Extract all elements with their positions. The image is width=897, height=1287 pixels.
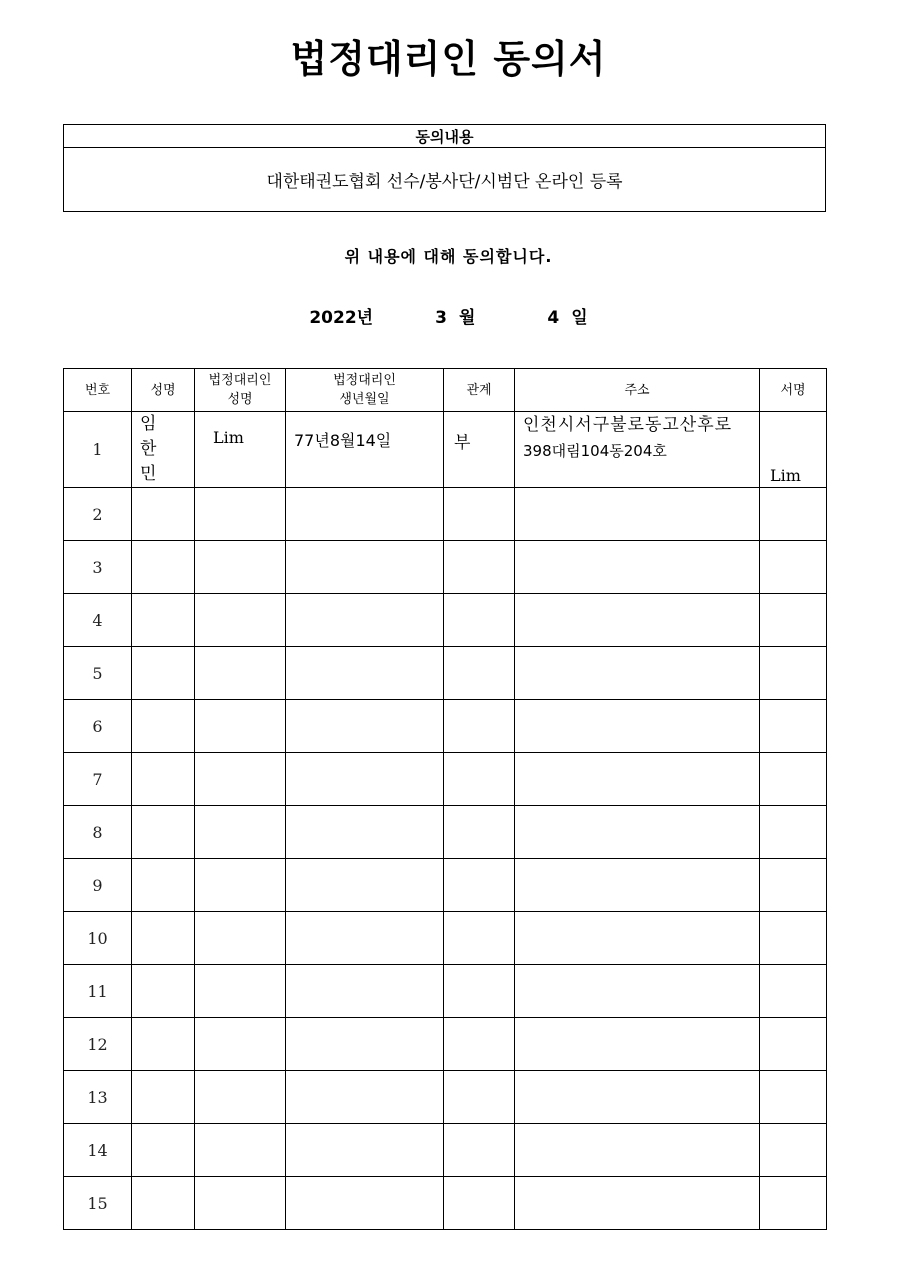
table-row	[64, 488, 827, 541]
name-cell	[132, 594, 195, 647]
table-row	[64, 541, 827, 594]
name-cell	[132, 965, 195, 1018]
guardian-name-cell	[195, 806, 286, 859]
address-cell	[515, 912, 760, 965]
guardian-birth-cell	[286, 753, 444, 806]
name-cell	[132, 912, 195, 965]
guardian-birth-cell	[286, 806, 444, 859]
signature-cell: Lim	[760, 412, 827, 488]
signature-cell	[760, 806, 827, 859]
name-cell	[132, 806, 195, 859]
header-name: 성명	[132, 369, 195, 412]
guardian-birth-cell	[286, 1071, 444, 1124]
signature-cell	[760, 700, 827, 753]
table-row	[64, 1177, 827, 1230]
relation-cell	[444, 859, 515, 912]
consent-date	[0, 303, 897, 328]
signature-cell	[760, 541, 827, 594]
table-row	[64, 594, 827, 647]
name-cell	[132, 488, 195, 541]
guardian-birth-cell: 77년8월14일	[286, 412, 444, 488]
guardian-name-cell	[195, 1018, 286, 1071]
guardian-birth-cell	[286, 541, 444, 594]
address-cell	[515, 488, 760, 541]
address-cell	[515, 1177, 760, 1230]
relation-cell	[444, 488, 515, 541]
signature-cell	[760, 594, 827, 647]
table-row	[64, 806, 827, 859]
relation-cell	[444, 594, 515, 647]
row-number: 8	[64, 806, 132, 859]
relation-cell	[444, 647, 515, 700]
consent-content: 대한태권도협회 선수/봉사단/시범단 온라인 등록	[64, 148, 826, 212]
row-number: 12	[64, 1018, 132, 1071]
name-cell	[132, 1071, 195, 1124]
signature-cell	[760, 1124, 827, 1177]
header-address: 주소	[515, 369, 760, 412]
guardian-name-cell	[195, 965, 286, 1018]
address-cell	[515, 647, 760, 700]
guardian-name-cell: Lim	[195, 412, 286, 488]
table-row	[64, 1018, 827, 1071]
guardian-name-cell	[195, 859, 286, 912]
guardian-birth-cell	[286, 594, 444, 647]
date-month-unit: 월	[458, 308, 476, 328]
guardian-birth-cell	[286, 1124, 444, 1177]
row-number: 2	[64, 488, 132, 541]
relation-cell	[444, 1124, 515, 1177]
guardian-birth-cell	[286, 859, 444, 912]
guardian-birth-cell	[286, 488, 444, 541]
guardian-name-cell	[195, 1071, 286, 1124]
row-number: 5	[64, 647, 132, 700]
header-guardian-birth	[286, 369, 444, 412]
row-number: 7	[64, 753, 132, 806]
header-guardian-name-l2: 성명	[227, 392, 253, 407]
name-line-2: 민	[140, 464, 163, 484]
table-row	[64, 412, 827, 488]
address-cell	[515, 753, 760, 806]
name-cell	[132, 753, 195, 806]
guardian-birth-cell	[286, 1177, 444, 1230]
guardian-name-cell	[195, 594, 286, 647]
date-year-unit: 년	[356, 308, 374, 328]
row-number: 1	[64, 412, 132, 488]
relation-cell	[444, 541, 515, 594]
header-guardian-birth-l2: 생년월일	[339, 392, 390, 407]
row-number: 11	[64, 965, 132, 1018]
row-number: 14	[64, 1124, 132, 1177]
consent-content-box	[63, 124, 826, 212]
address-cell	[515, 594, 760, 647]
agreement-statement: 위 내용에 대해 동의합니다.	[344, 247, 553, 266]
address-cell	[515, 859, 760, 912]
header-no: 번호	[64, 369, 132, 412]
guardian-birth-cell	[286, 647, 444, 700]
signature-cell	[760, 912, 827, 965]
guardian-table	[63, 368, 827, 1230]
signature-cell	[760, 488, 827, 541]
address-line-2: 398대림104동204호	[523, 442, 667, 460]
date-month	[435, 303, 475, 328]
signature-cell	[760, 1018, 827, 1071]
header-guardian-name	[195, 369, 286, 412]
table-row	[64, 859, 827, 912]
date-day-unit: 일	[571, 308, 588, 328]
consent-header: 동의내용	[64, 125, 826, 148]
table-row	[64, 1071, 827, 1124]
guardian-birth-cell	[286, 965, 444, 1018]
address-cell	[515, 700, 760, 753]
address-cell	[515, 1071, 760, 1124]
guardian-name-cell	[195, 647, 286, 700]
row-number: 9	[64, 859, 132, 912]
header-guardian-birth-l1: 법정대리인	[333, 373, 396, 388]
guardian-name-cell	[195, 1177, 286, 1230]
table-row	[64, 1124, 827, 1177]
relation-cell	[444, 912, 515, 965]
address-cell	[515, 1018, 760, 1071]
name-cell	[132, 1177, 195, 1230]
row-number: 4	[64, 594, 132, 647]
signature-cell	[760, 753, 827, 806]
relation-cell	[444, 1177, 515, 1230]
relation-cell	[444, 965, 515, 1018]
name-cell	[132, 1018, 195, 1071]
relation-cell: 부	[444, 412, 515, 488]
relation-cell	[444, 753, 515, 806]
guardian-name-cell	[195, 541, 286, 594]
table-row	[64, 700, 827, 753]
relation-cell	[444, 806, 515, 859]
address-cell	[515, 1124, 760, 1177]
address-line-1: 인천시서구불로동고산후로	[523, 415, 733, 435]
guardian-name-cell	[195, 488, 286, 541]
table-row	[64, 753, 827, 806]
relation-cell	[444, 700, 515, 753]
address-cell	[515, 541, 760, 594]
date-month-value: 3	[435, 308, 447, 328]
table-row	[64, 647, 827, 700]
row-number: 3	[64, 541, 132, 594]
row-number: 15	[64, 1177, 132, 1230]
name-cell	[132, 1124, 195, 1177]
guardian-birth-cell	[286, 1018, 444, 1071]
date-year-value: 2022	[309, 308, 357, 328]
name-line-1: 임 한	[140, 414, 163, 459]
relation-cell	[444, 1071, 515, 1124]
row-number: 13	[64, 1071, 132, 1124]
name-cell	[132, 859, 195, 912]
signature-cell	[760, 1071, 827, 1124]
guardian-name-cell	[195, 912, 286, 965]
document-title: 법정대리인 동의서	[290, 37, 607, 81]
name-cell	[132, 647, 195, 700]
name-cell	[132, 412, 195, 488]
address-cell	[515, 965, 760, 1018]
signature-cell	[760, 965, 827, 1018]
header-signature: 서명	[760, 369, 827, 412]
table-header-row	[64, 369, 827, 412]
table-row	[64, 965, 827, 1018]
guardian-birth-cell	[286, 700, 444, 753]
address-cell	[515, 806, 760, 859]
date-day-value: 4	[547, 308, 560, 328]
name-cell	[132, 700, 195, 753]
date-day	[547, 303, 587, 328]
relation-cell	[444, 1018, 515, 1071]
guardian-name-cell	[195, 700, 286, 753]
table-row	[64, 912, 827, 965]
guardian-name-cell	[195, 1124, 286, 1177]
signature-cell	[760, 1177, 827, 1230]
signature-cell	[760, 647, 827, 700]
address-cell	[515, 412, 760, 488]
row-number: 6	[64, 700, 132, 753]
header-guardian-name-l1: 법정대리인	[208, 373, 272, 388]
guardian-birth-cell	[286, 912, 444, 965]
row-number: 10	[64, 912, 132, 965]
signature-cell	[760, 859, 827, 912]
date-year	[309, 303, 373, 328]
guardian-name-cell	[195, 753, 286, 806]
header-relation: 관계	[444, 369, 515, 412]
name-cell	[132, 541, 195, 594]
